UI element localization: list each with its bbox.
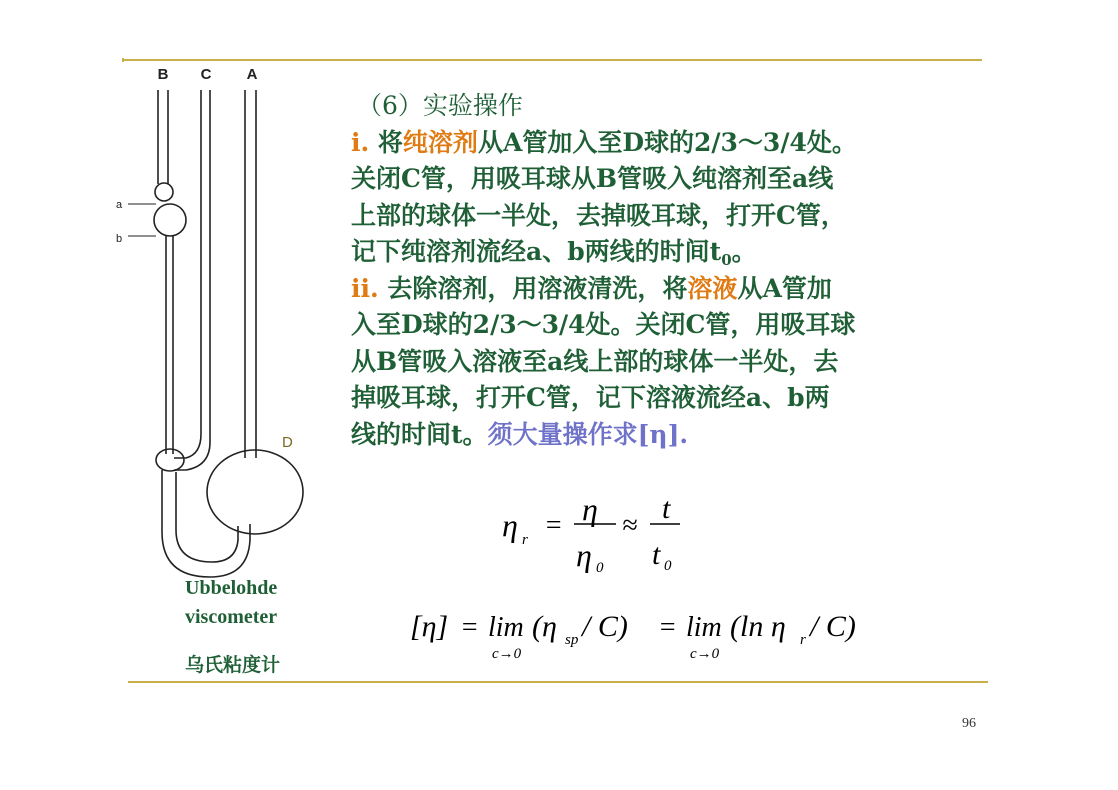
label-b-tube: B xyxy=(157,66,169,83)
step2-text-a: 去除溶剂，用溶液清洗，将 xyxy=(378,273,688,303)
step2-line2: 入至D球的2/3～3/4处。关闭C管，用吸耳球 xyxy=(351,310,856,339)
f2-expr-1: (η xyxy=(532,610,557,643)
tube-b xyxy=(158,90,168,184)
f2-expr-1-sub: sp xyxy=(565,632,579,648)
step2-highlight: 溶液 xyxy=(687,273,738,303)
step2-requirement: 须大量操作求[η]. xyxy=(487,419,689,449)
step2-line5-text: 线的时间t。 xyxy=(351,419,488,449)
caption-chinese: 乌氏粘度计 xyxy=(185,654,281,676)
intrinsic-viscosity-formula xyxy=(408,604,888,666)
f2-expr-2-rest: / C) xyxy=(810,610,856,643)
bulb-d xyxy=(207,450,303,534)
step2-line4: 掉吸耳球，打开C管，记下溶液流经a、b两 xyxy=(351,383,830,412)
f2-lim-1: lim xyxy=(488,612,524,643)
step1-highlight: 纯溶剂 xyxy=(402,127,478,157)
step2-line5 xyxy=(351,417,991,454)
step1-line4 xyxy=(351,234,991,271)
f2-expr-1-rest: / C) xyxy=(582,610,628,643)
step1-line1 xyxy=(351,125,991,162)
u-bend xyxy=(162,470,250,577)
f1-denominator-1-sub: 0 xyxy=(596,560,604,576)
tube-c xyxy=(174,90,210,470)
f2-expr-2: (ln η xyxy=(730,610,786,643)
step1-number: i. xyxy=(351,127,370,157)
relative-viscosity-formula xyxy=(500,486,700,576)
timing-bulb xyxy=(154,204,186,236)
f2-expr-2-sub: r xyxy=(800,632,806,648)
f2-equals-1: = xyxy=(460,612,479,643)
step2-line1 xyxy=(351,271,991,308)
upper-small-bulb xyxy=(155,183,173,201)
label-b-mark: b xyxy=(116,233,123,245)
step1-text-a: 将 xyxy=(369,127,403,157)
f2-equals-2: = xyxy=(658,612,677,643)
bottom-rule xyxy=(128,681,988,683)
f1-equals: = xyxy=(544,510,563,541)
f2-lim-2-under: c→0 xyxy=(690,646,720,662)
procedure-text xyxy=(351,88,991,453)
step2-line3: 从B管吸入溶液至a线上部的球体一半处，去 xyxy=(351,346,839,376)
f1-lhs: η xyxy=(502,507,518,543)
step1-line4-end: 。 xyxy=(731,237,757,266)
f1-approx: ≈ xyxy=(622,510,638,541)
f1-numerator-1: η xyxy=(582,491,598,527)
step1-t0-subscript: 0 xyxy=(721,251,732,269)
f1-numerator-2: t xyxy=(662,492,671,525)
f2-lim-1-under: c→0 xyxy=(492,646,522,662)
f2-lhs: [η] xyxy=(410,610,449,643)
step1-text-b: 从A管加入至D球的2/3～3/4处。 xyxy=(477,127,857,157)
step1-line3: 上部的球体一半处，去掉吸耳球，打开C管， xyxy=(351,200,846,230)
label-d-bulb: D xyxy=(282,434,293,451)
tube-a xyxy=(245,90,256,458)
suspended-level-bulb xyxy=(156,449,184,471)
step1-line2: 关闭C管，用吸耳球从B管吸入纯溶剂至a线 xyxy=(351,164,834,193)
label-a-tube: A xyxy=(246,66,258,83)
f1-denominator-2: t xyxy=(652,538,661,571)
section-heading: （6）实验操作 xyxy=(357,91,523,120)
page-number: 96 xyxy=(962,716,976,731)
label-a-mark: a xyxy=(116,199,123,211)
step1-line4-text: 记下纯溶剂流经a、b两线的时间t xyxy=(351,237,722,266)
label-c-tube: C xyxy=(200,66,212,83)
step2-text-b: 从A管加 xyxy=(737,273,832,303)
caption-viscometer: viscometer xyxy=(185,606,278,628)
f1-denominator-2-sub: 0 xyxy=(664,558,672,574)
f1-denominator-1: η xyxy=(576,537,592,573)
f2-lim-2: lim xyxy=(686,612,722,643)
step2-number: ii. xyxy=(351,273,379,303)
capillary xyxy=(166,236,173,454)
ubbelohde-viscometer-diagram xyxy=(100,62,330,582)
caption-ubbelohde: Ubbelohde xyxy=(185,577,278,599)
top-rule xyxy=(122,59,982,61)
f1-lhs-sub: r xyxy=(522,532,528,548)
